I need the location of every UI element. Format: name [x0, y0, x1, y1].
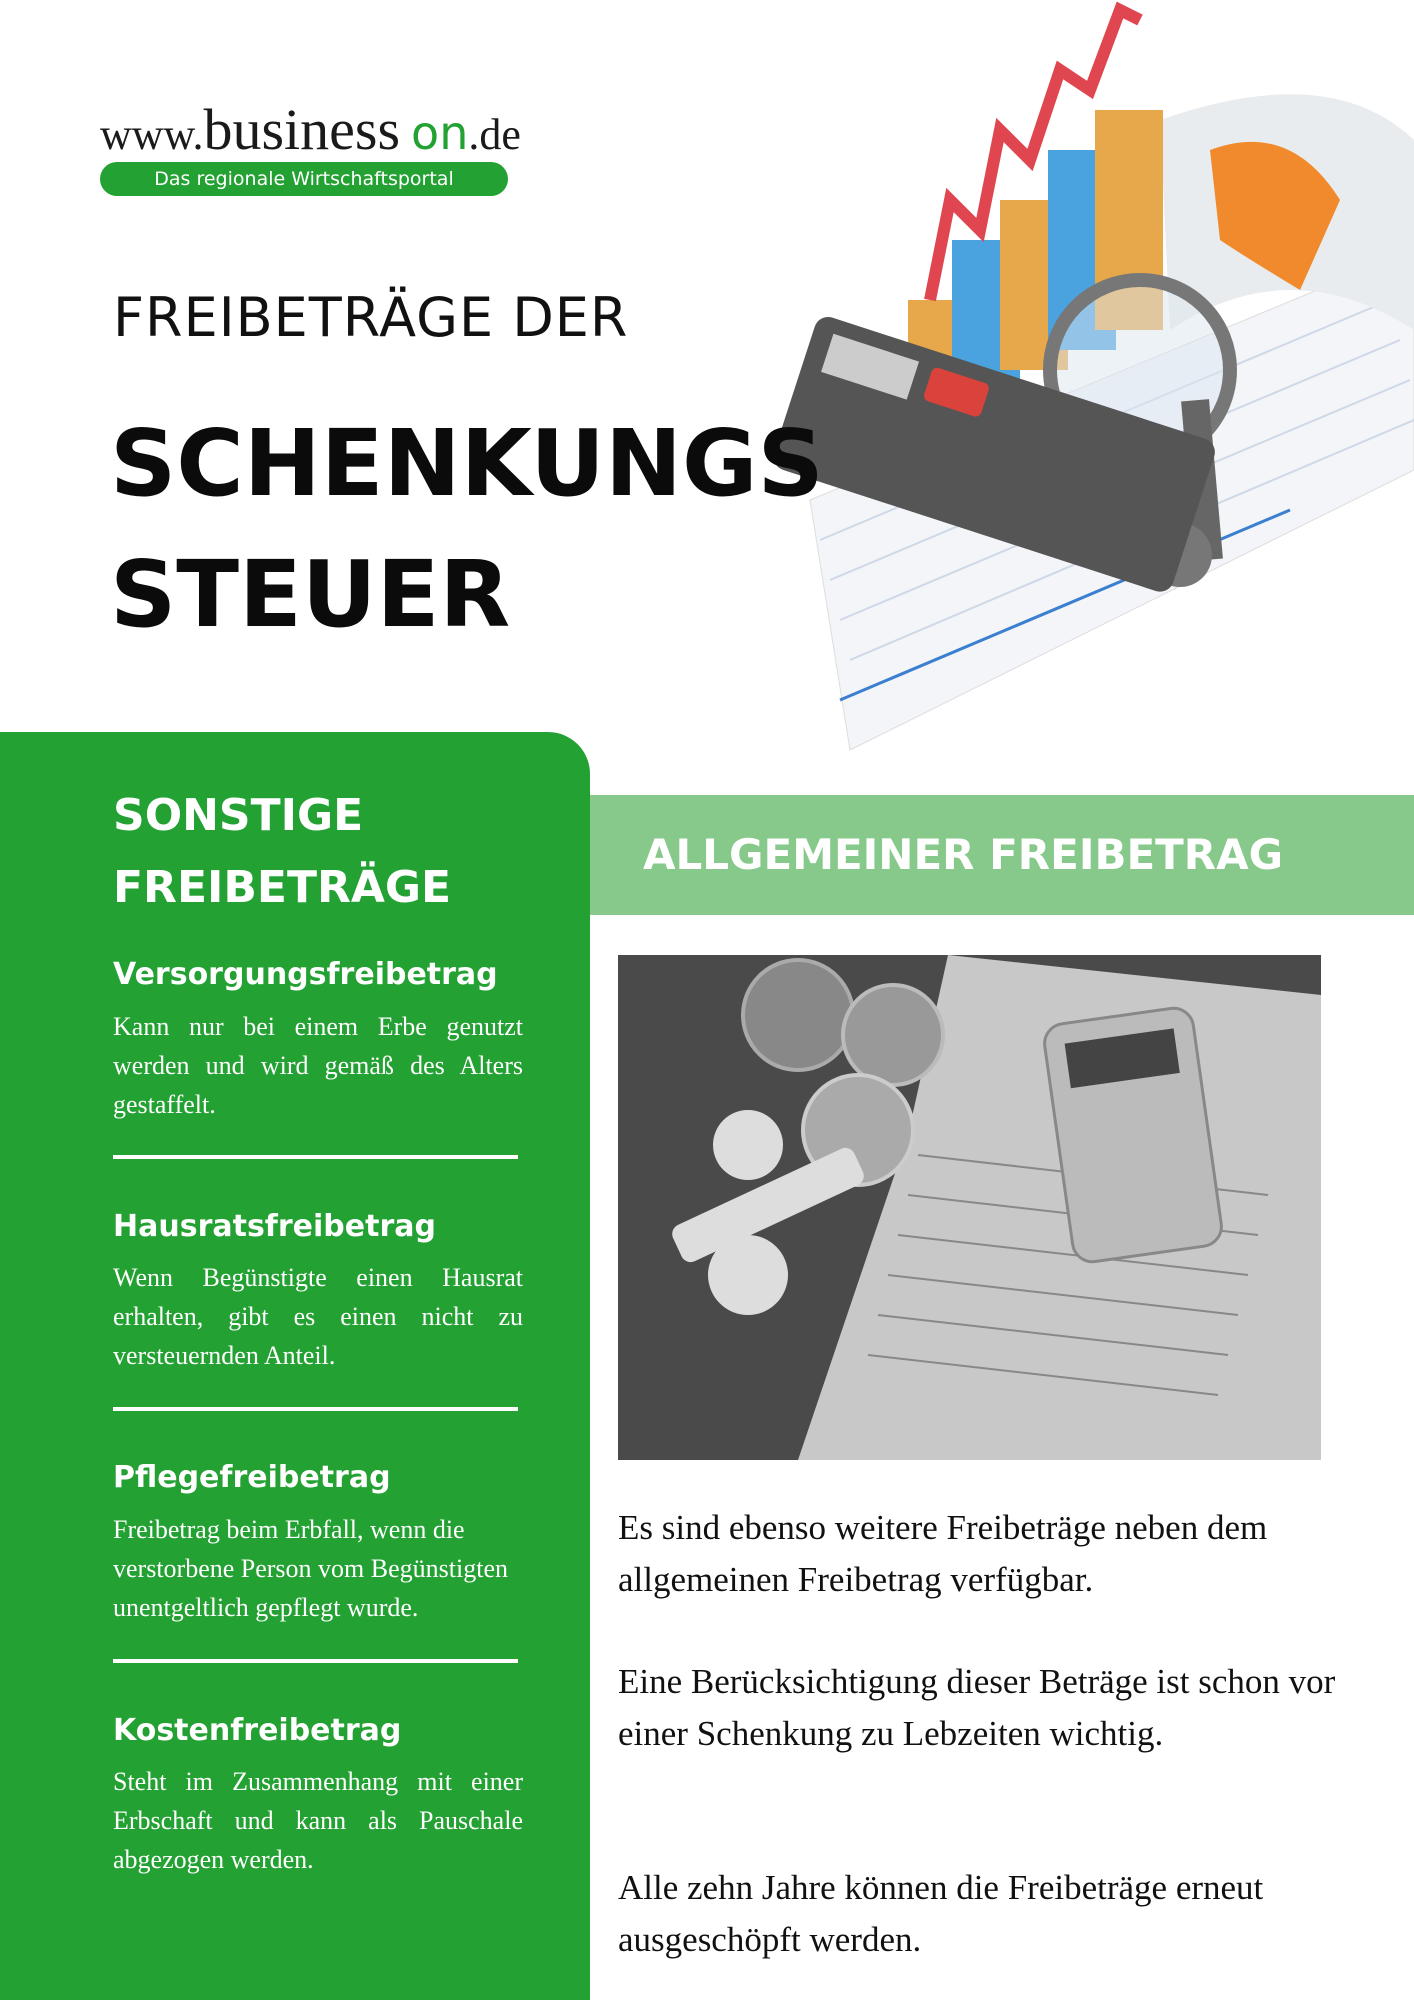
logo-wordmark: www.business on.de [100, 97, 521, 162]
title-line-1: FREIBETRÄGE DER [113, 286, 629, 349]
divider [113, 1659, 518, 1663]
item-heading: Kostenfreibetrag [113, 1713, 402, 1748]
paragraph: Eine Berücksichtigung dieser Beträge ist schon vor einer Schenkung zu Lebzeiten wichtig. [618, 1662, 1336, 1753]
panel-title-line-2: FREIBETRÄGE [113, 862, 452, 913]
title-line-3: STEUER [110, 541, 511, 648]
finance-illustration [690, 0, 1414, 760]
logo-tagline: Das regionale Wirtschaftsportal [100, 162, 508, 196]
title-line-2: SCHENKUNGS [110, 410, 824, 517]
item-heading: Pflegefreibetrag [113, 1460, 391, 1495]
divider [113, 1155, 518, 1159]
logo [100, 97, 521, 198]
panel-title-line-1: SONSTIGE [113, 790, 364, 841]
item-heading: Versorgungsfreibetrag [113, 957, 498, 992]
item-text: Kann nur bei einem Erbe genutzt werden und wird gemäß des Alters gestaffelt. [113, 1012, 523, 1119]
banner-title: ALLGEMEINER FREIBETRAG [643, 830, 1284, 879]
item-heading: Hausratsfreibetrag [113, 1209, 436, 1244]
divider [113, 1407, 518, 1411]
item-text: Wenn Begünstigte einen Hausrat erhalten, gibt es einen nicht zu versteuernden Anteil. [113, 1263, 523, 1370]
paragraph: Es sind ebenso weitere Freibeträge neben dem allgemeinen Freibetrag verfügbar. [618, 1508, 1268, 1599]
item-text: Steht im Zusammenhang mit einer Erbschaft und kann als Pauschale abgezogen werden. [113, 1767, 523, 1874]
tax-documents-photo [618, 955, 1321, 1460]
item-text: Freibetrag beim Erbfall, wenn die verstorbene Person vom Begünstigten unentgeltlich gepflegt wurde. [113, 1515, 508, 1622]
paragraph: Alle zehn Jahre können die Freibeträge erneut ausgeschöpft werden. [618, 1868, 1264, 1959]
general-allowance-banner [590, 795, 1414, 915]
